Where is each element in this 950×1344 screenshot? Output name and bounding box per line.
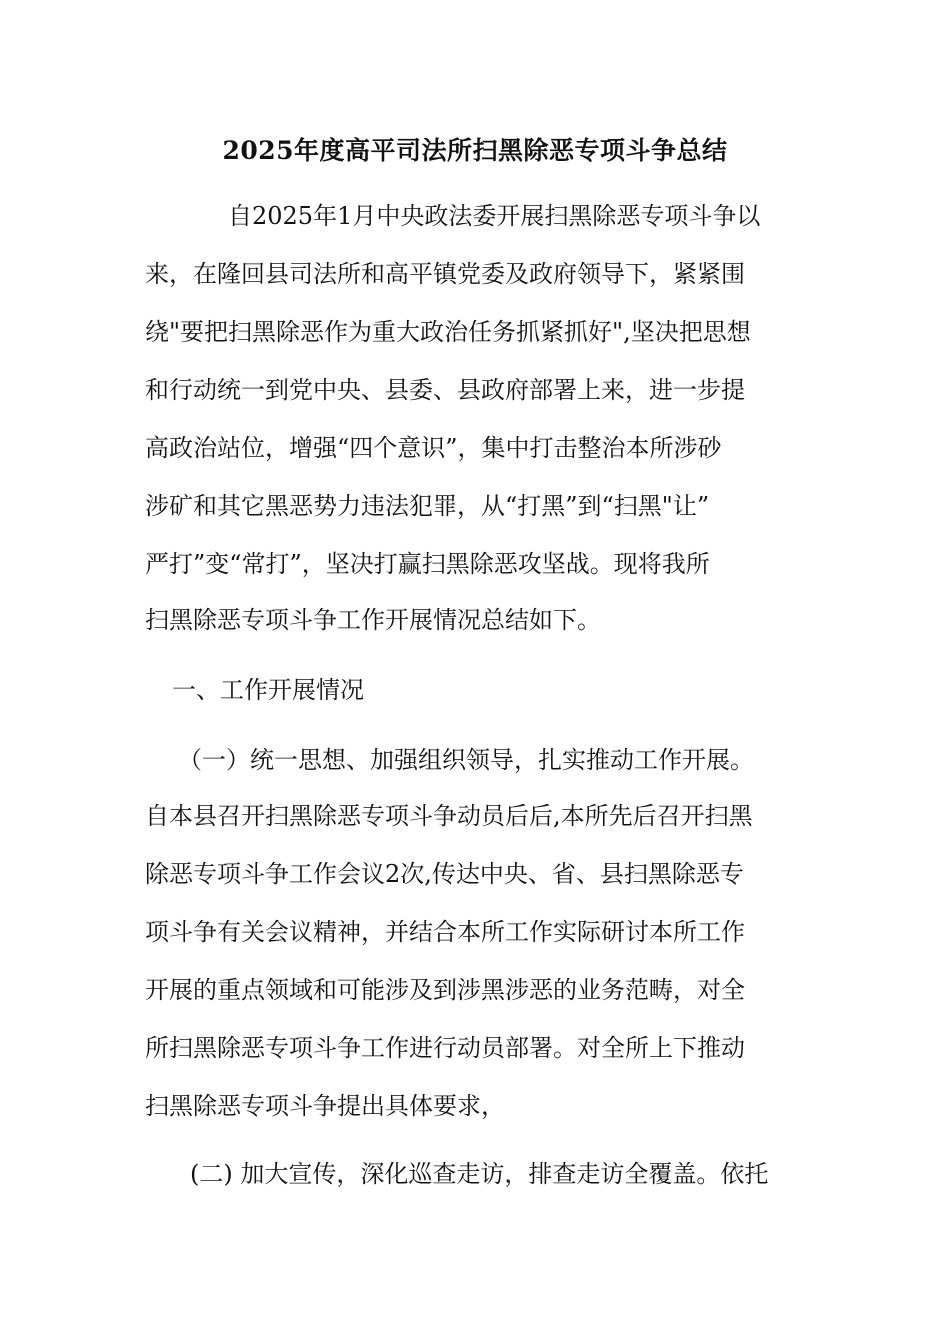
paragraph-line: 绕"要把扫黑除恶作为重大政治任务抓紧抓好",坚决把思想 <box>145 318 751 346</box>
paragraph-line: 所扫黑除恶专项斗争工作进行动员部署。对全所上下推动 <box>145 1034 745 1062</box>
paragraph-line: 和行动统一到党中央、县委、县政府部署上来，进一步提 <box>145 376 745 404</box>
paragraph-line: 扫黑除恶专项斗争工作开展情况总结如下。 <box>145 606 601 634</box>
paragraph-line: 除恶专项斗争工作会议2次,传达中央、省、县扫黑除恶专 <box>145 860 744 888</box>
subsection-heading: （一）统一思想、加强组织领导，扎实推动工作开展。 <box>178 746 754 774</box>
paragraph-line: 高政治站位，增强“四个意识”，集中打击整治本所涉砂 <box>145 434 722 462</box>
subsection-heading: (二) 加大宣传，深化巡查走访，排查走访全覆盖。依托 <box>190 1160 769 1188</box>
paragraph-line: 自2025年1月中央政法委开展扫黑除恶专项斗争以 <box>228 202 761 230</box>
paragraph-line: 严打”变“常打”，坚决打赢扫黑除恶攻坚战。现将我所 <box>145 550 710 578</box>
paragraph-line: 开展的重点领域和可能涉及到涉黑涉恶的业务范畴，对全 <box>145 976 745 1004</box>
section-heading: 一、工作开展情况 <box>172 676 364 704</box>
paragraph-line: 扫黑除恶专项斗争提出具体要求， <box>145 1092 505 1120</box>
paragraph-line: 项斗争有关会议精神，并结合本所工作实际研讨本所工作 <box>145 918 745 946</box>
paragraph-line: 涉矿和其它黑恶势力违法犯罪，从“打黑”到“扫黑"让” <box>145 492 710 520</box>
document-title: 2025年度高平司法所扫黑除恶专项斗争总结 <box>222 136 728 165</box>
paragraph-line: 来，在隆回县司法所和高平镇党委及政府领导下，紧紧围 <box>145 260 745 288</box>
paragraph-line: 自本县召开扫黑除恶专项斗争动员后后,本所先后召开扫黑 <box>145 802 753 830</box>
